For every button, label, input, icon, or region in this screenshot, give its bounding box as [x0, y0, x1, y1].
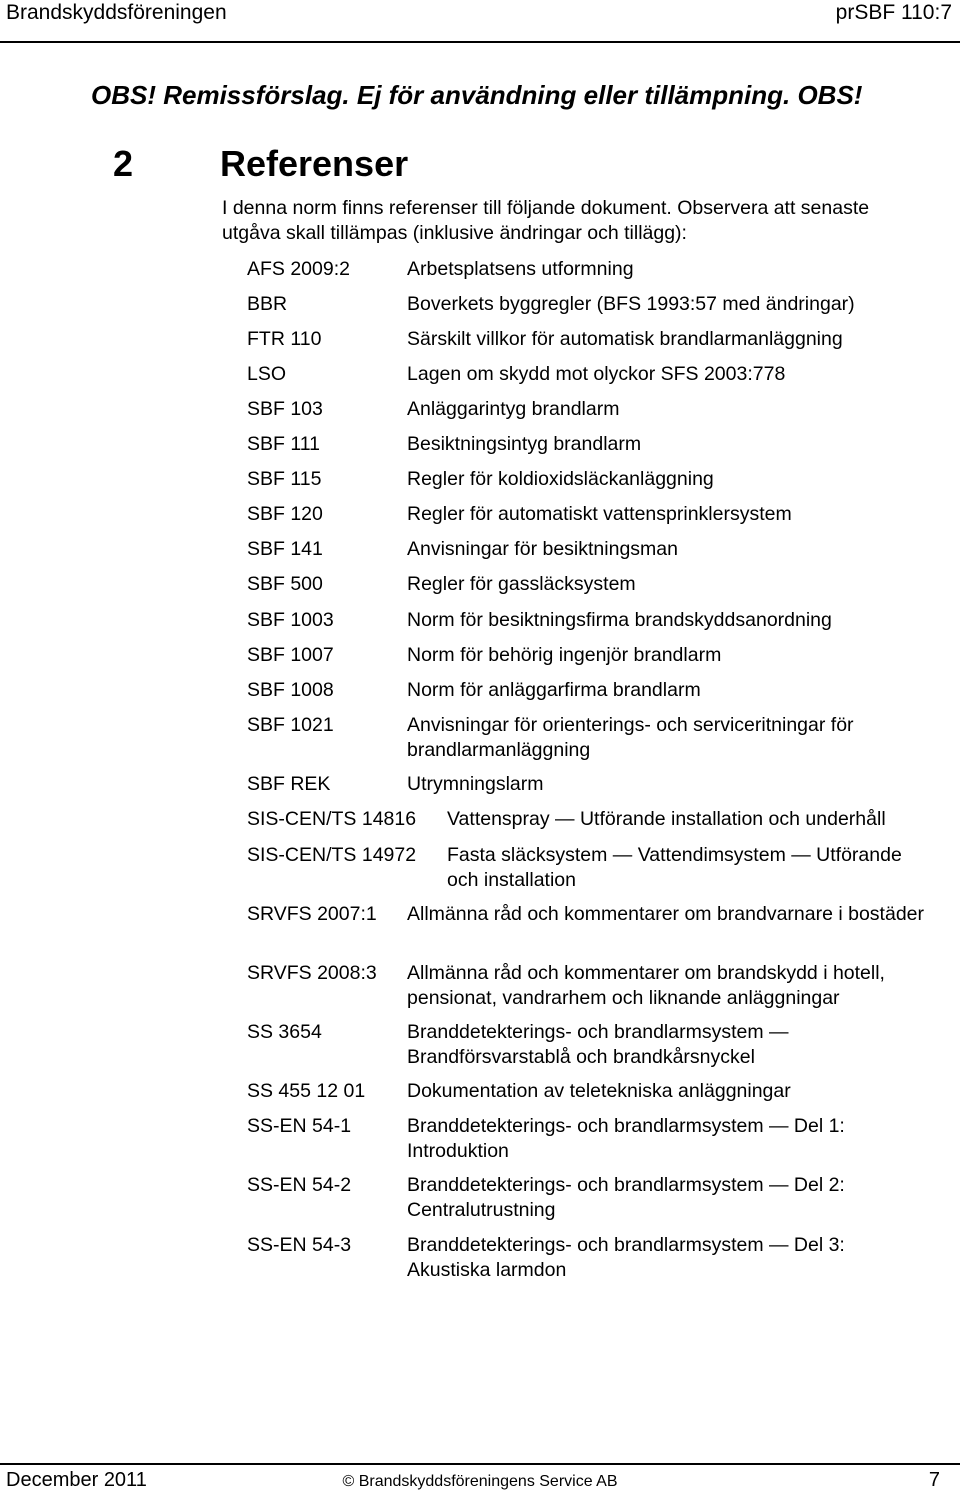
remiss-notice: OBS! Remissförslag. Ej för användning eller tillämpning. OBS! — [91, 80, 863, 110]
reference-description: Boverkets byggregler (BFS 1993:57 med ändringar) — [407, 293, 855, 315]
reference-description: Norm för anläggarfirma brandlarm — [407, 679, 701, 701]
reference-code: SS 455 12 01 — [247, 1080, 366, 1102]
reference-code: SBF 1003 — [247, 609, 334, 631]
reference-code: SS-EN 54-2 — [247, 1174, 352, 1196]
reference-code: SBF 120 — [247, 503, 323, 525]
reference-code: LSO — [247, 363, 287, 385]
reference-code: FTR 110 — [247, 328, 322, 350]
reference-description: Branddetekterings- och brandlarmsystem — Del 1: Introduktion — [407, 1115, 845, 1162]
reference-code: SBF 111 — [247, 433, 320, 455]
footer-divider — [0, 1463, 960, 1465]
reference-code: SRVFS 2007:1 — [247, 903, 377, 925]
page-footer — [0, 1468, 960, 1493]
footer-copyright: © Brandskyddsföreningens Service AB — [342, 1473, 618, 1490]
reference-code: SBF 500 — [247, 573, 323, 595]
reference-code: SBF 1007 — [247, 644, 334, 666]
section-title: Referenser — [220, 143, 409, 184]
reference-description: Norm för besiktningsfirma brandskyddsanordning — [407, 609, 832, 631]
header-divider — [0, 41, 960, 43]
reference-code: SBF 1021 — [247, 714, 334, 736]
section-heading — [113, 142, 408, 186]
reference-description: Anvisningar för besiktningsman — [407, 538, 678, 560]
reference-description: Allmänna råd och kommentarer om brandvarnare i bostäder — [407, 903, 925, 925]
reference-description: Regler för automatiskt vattensprinklersystem — [407, 503, 792, 525]
reference-description: Särskilt villkor för automatisk brandlarmanläggning — [407, 328, 843, 350]
reference-description: Norm för behörig ingenjör brandlarm — [407, 644, 722, 666]
reference-code: SS-EN 54-1 — [247, 1115, 352, 1137]
section-intro: I denna norm finns referenser till följande dokument. Observera att senaste utgåva skall tillämpas (inklusive ändringar och tillägg): — [222, 197, 870, 244]
reference-description: Besiktningsintyg brandlarm — [407, 433, 642, 455]
reference-description: Anläggarintyg brandlarm — [407, 398, 620, 420]
reference-code: SIS-CEN/TS 14972 — [247, 844, 417, 866]
reference-code: SRVFS 2008:3 — [247, 962, 377, 984]
reference-description: Arbetsplatsens utformning — [407, 258, 634, 280]
reference-code: SIS-CEN/TS 14816 — [247, 808, 417, 830]
reference-description: Branddetekterings- och brandlarmsystem — Del 2: Centralutrustning — [407, 1174, 845, 1221]
reference-description: Branddetekterings- och brandlarmsystem — Del 3: Akustiska larmdon — [407, 1234, 845, 1281]
reference-code: AFS 2009:2 — [247, 258, 350, 280]
header-document-id: prSBF 110:7 — [835, 1, 952, 24]
reference-code: SBF 1008 — [247, 679, 334, 701]
reference-description: Anvisningar för orienterings- och serviceritningar för brandlarmanläggning — [407, 714, 854, 761]
reference-description: Utrymningslarm — [407, 773, 544, 795]
section-number: 2 — [113, 143, 134, 184]
reference-description: Dokumentation av teletekniska anläggningar — [407, 1080, 791, 1102]
footer-date: December 2011 — [6, 1469, 147, 1491]
reference-description: Vattenspray — Utförande installation och underhåll — [447, 808, 886, 830]
reference-description: Fasta släcksystem — Vattendimsystem — Utförande och installation — [447, 844, 902, 891]
reference-description: Regler för gassläcksystem — [407, 573, 636, 595]
reference-description: Regler för koldioxidsläckanläggning — [407, 468, 714, 490]
reference-code: SBF 103 — [247, 398, 323, 420]
reference-code: SBF 115 — [247, 468, 322, 490]
reference-description: Allmänna råd och kommentarer om brandskydd i hotell, pensionat, vandrarhem och liknande anläggningar — [407, 962, 885, 1009]
reference-code: SBF 141 — [247, 538, 323, 560]
header-organization: Brandskyddsföreningen — [6, 1, 227, 24]
reference-code: BBR — [247, 293, 288, 315]
reference-code: SBF REK — [247, 773, 331, 795]
page-header — [0, 0, 960, 32]
reference-code: SS-EN 54-3 — [247, 1234, 352, 1256]
reference-code: SS 3654 — [247, 1021, 322, 1043]
page-number: 7 — [928, 1469, 940, 1491]
reference-description: Branddetekterings- och brandlarmsystem — Brandförsvarstablå och brandkårsnyckel — [407, 1021, 789, 1068]
reference-description: Lagen om skydd mot olyckor SFS 2003:778 — [407, 363, 786, 385]
